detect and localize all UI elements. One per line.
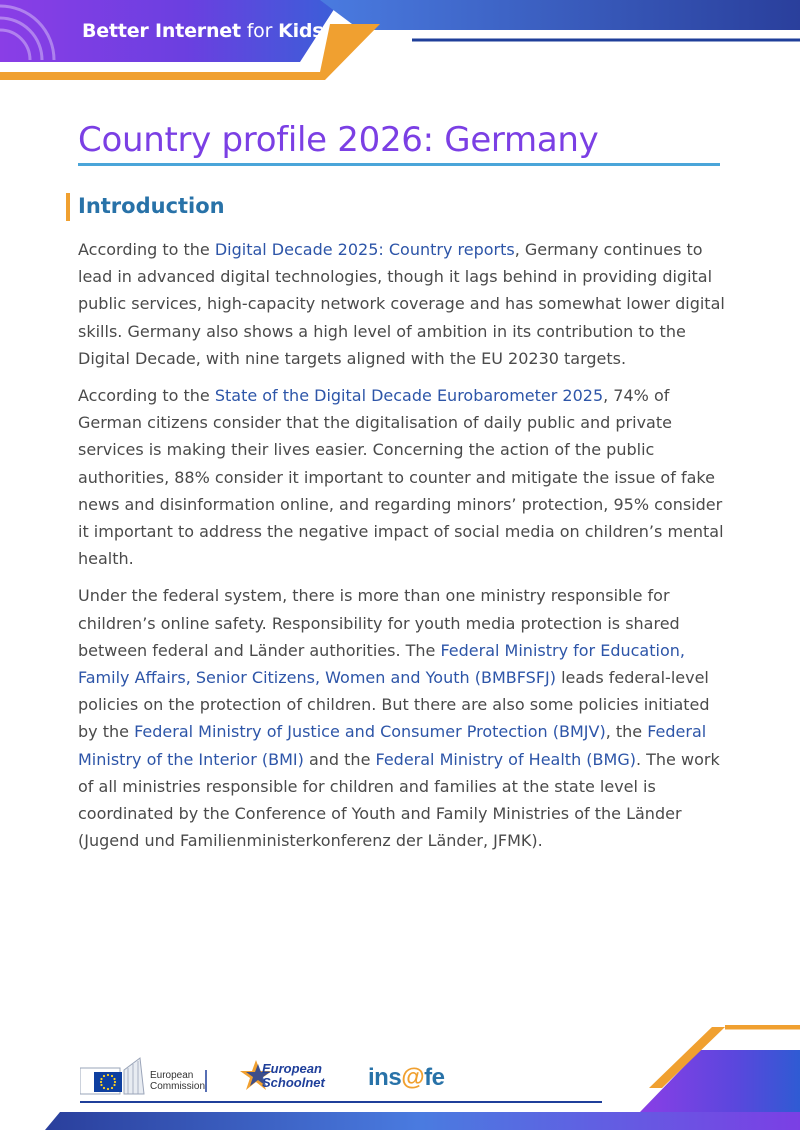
brand-logo <box>82 20 323 42</box>
section-accent-bar <box>66 193 70 221</box>
brand-part-3: Kids <box>278 20 324 42</box>
insafe-at: @ <box>401 1064 425 1091</box>
text-segment: . The work of all ministries responsible for children and families at the state level is coordinated by the Conference of Youth and Family Ministries of the Länder (Jugend und Familienministerkonferenz der Länder, JFMK). <box>78 749 720 851</box>
body-text <box>78 236 726 864</box>
link-bmi[interactable]: Federal Ministry of the Interior (BMI) <box>78 722 707 769</box>
link-bmjv[interactable]: Federal Ministry of Justice and Consumer Protection (BMJV) <box>134 722 606 742</box>
text-segment: Under the federal system, there is more than one ministry responsible for children’s online safety. Responsibility for youth media protection is shared between federal and Länder authorities. The <box>78 586 680 660</box>
esn-line-1: European <box>262 1061 322 1076</box>
insafe-part-1: ins <box>368 1064 402 1091</box>
header-banner <box>0 0 800 90</box>
brand-part-2: for <box>246 20 273 42</box>
link-digital-decade-country-reports[interactable]: Digital Decade 2025: Country reports <box>214 240 515 259</box>
link-bmbfsfj[interactable]: Federal Ministry for Education, Family Affairs, Senior Citizens, Women and Youth (BMBFSFJ) <box>78 640 685 688</box>
page-title: Country profile 2026: Germany <box>78 120 599 160</box>
insafe-logo <box>368 1064 444 1092</box>
brand-part-1: Better Internet <box>82 20 241 42</box>
title-underline <box>78 163 720 166</box>
text-segment: According to the <box>78 386 215 406</box>
ec-line-1: European <box>150 1070 194 1081</box>
section-heading: Introduction <box>78 194 225 218</box>
text-segment: , the <box>605 722 648 742</box>
paragraph-1 <box>78 236 726 372</box>
insafe-part-2: fe <box>424 1064 445 1091</box>
paragraph-2 <box>78 382 726 572</box>
text-segment: leads federal-level policies on the protection of children. But there are also some policies initiated by the <box>78 668 710 742</box>
link-bmg[interactable]: Federal Ministry of Health (BMG) <box>375 749 636 769</box>
text-segment: and the <box>303 749 376 769</box>
european-schoolnet-label <box>262 1062 325 1090</box>
paragraph-3 <box>78 582 726 854</box>
text-segment: , Germany continues to lead in advanced digital technologies, though it lags behind in providing digital public services, high-capacity network coverage and has somewhat lower digital skills. Germany also shows a high level of ambition in its contribution to the Digital Decade, with nine targets aligned with the EU 20230 targets. <box>78 240 725 368</box>
esn-line-2: Schoolnet <box>262 1075 325 1090</box>
european-commission-label <box>150 1070 205 1092</box>
text-segment: , 74% of German citizens consider that the digitalisation of daily public and private services is making their lives easier. Concerning the action of the public authorities, 88% consider it important to counter and mitigate the issue of fake news and disinformation online, and regarding minors’ protection, 95% consider it important to address the negative impact of social media on children’s mental health. <box>78 386 724 569</box>
page-header <box>0 0 800 90</box>
link-eurobarometer-2025[interactable]: State of the Digital Decade Eurobarometer 2025 <box>214 386 604 406</box>
text-segment: According to the <box>78 240 215 259</box>
ec-line-2: Commission <box>150 1081 206 1092</box>
